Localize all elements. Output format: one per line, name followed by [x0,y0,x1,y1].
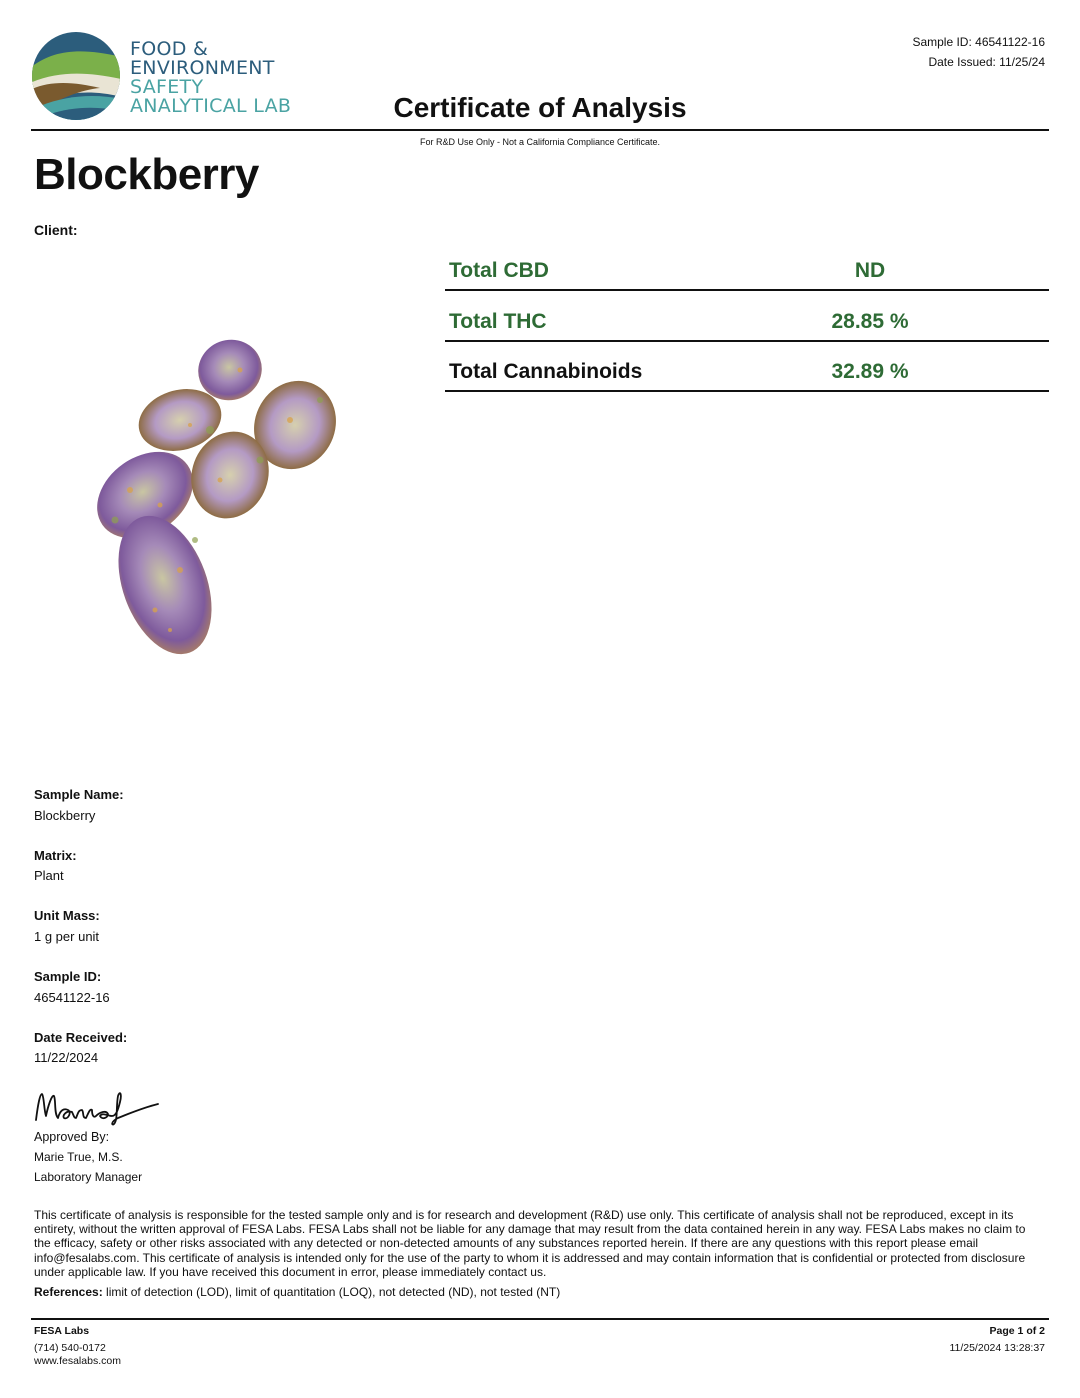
field-value-date-received: 11/22/2024 [34,1050,99,1065]
rd-use-note: For R&D Use Only - Not a California Compliance Certificate. [419,137,661,147]
cannabis-bud-icon [70,330,360,670]
signature-icon [32,1086,162,1130]
logo-text-line-3: SAFETY [130,76,204,98]
footer-website: www.fesalabs.com [34,1355,121,1367]
product-image [70,330,360,670]
field-value-unit-mass: 1 g per unit [34,929,100,944]
summary-label: Total Cannabinoids [449,360,643,383]
approved-by-label: Approved By: [34,1130,110,1144]
logo-text-line-4: ANALYTICAL LAB [130,95,292,117]
summary-value: 28.85 % [831,310,909,333]
field-label-matrix: Matrix: [34,848,77,863]
footer-phone: (714) 540-0172 [34,1342,106,1354]
summary-label: Total THC [449,310,547,333]
field-label-sample-id: Sample ID: [34,969,102,984]
disclaimer-text: This certificate of analysis is responsible for the tested sample only and is for research and development (R&D) use only. This certificate of analysis shall not be reproduced, except in its entirety, without the written approval of FESA Labs. FESA Labs shall not be liable for any damage that may result from the data contained herein in any way. FESA Labs makes no claim to the efficacy, safety or other risks associated with any detected or non-detected amounts of any substances reported herein. If there are any questions with this report please email info@fesalabs.com. This certificate of analysis is intended only for the use of the party to whom it is addressed and may contain information that is confidential or protected from disclosure under applicable law. If you have received this document in error, please immediately contact us. [34,1208,1026,1279]
header-date-issued: Date Issued: 11/25/24 [928,55,1045,69]
header-sample-id: Sample ID: 46541122-16 [912,35,1045,49]
sample-title: Blockberry [34,150,259,199]
references-text: limit of detection (LOD), limit of quantitation (LOQ), not detected (ND), not tested (NT) [106,1285,561,1299]
footer-timestamp: 11/25/2024 13:28:37 [949,1342,1045,1354]
field-value-matrix: Plant [34,868,64,883]
footer-page-number: Page 1 of 2 [989,1325,1045,1337]
field-value-sample-name: Blockberry [34,808,96,823]
references-label: References: [34,1285,103,1299]
page-title: Certificate of Analysis [393,92,687,123]
summary-row-total-cannabinoids [445,358,1049,392]
summary-row-total-cbd [445,257,1049,291]
logo-text-line-1: FOOD & [130,38,209,60]
summary-value: ND [854,259,886,282]
field-label-sample-name: Sample Name: [34,787,124,802]
header-divider [31,129,1049,131]
footer-company: FESA Labs [34,1325,90,1337]
references [34,1285,560,1299]
field-label-date-received: Date Received: [34,1030,128,1045]
approver-title: Laboratory Manager [34,1170,143,1184]
client-label: Client: [34,222,78,238]
summary-label: Total CBD [449,259,549,282]
approver-name: Marie True, M.S. [34,1150,123,1164]
logo-text-line-2: ENVIRONMENT [130,57,275,79]
signature [32,1086,162,1130]
footer-divider [31,1318,1049,1320]
field-value-sample-id: 46541122-16 [34,990,110,1005]
field-label-unit-mass: Unit Mass: [34,908,100,923]
summary-row-total-thc [445,308,1049,342]
summary-value: 32.89 % [831,360,909,383]
